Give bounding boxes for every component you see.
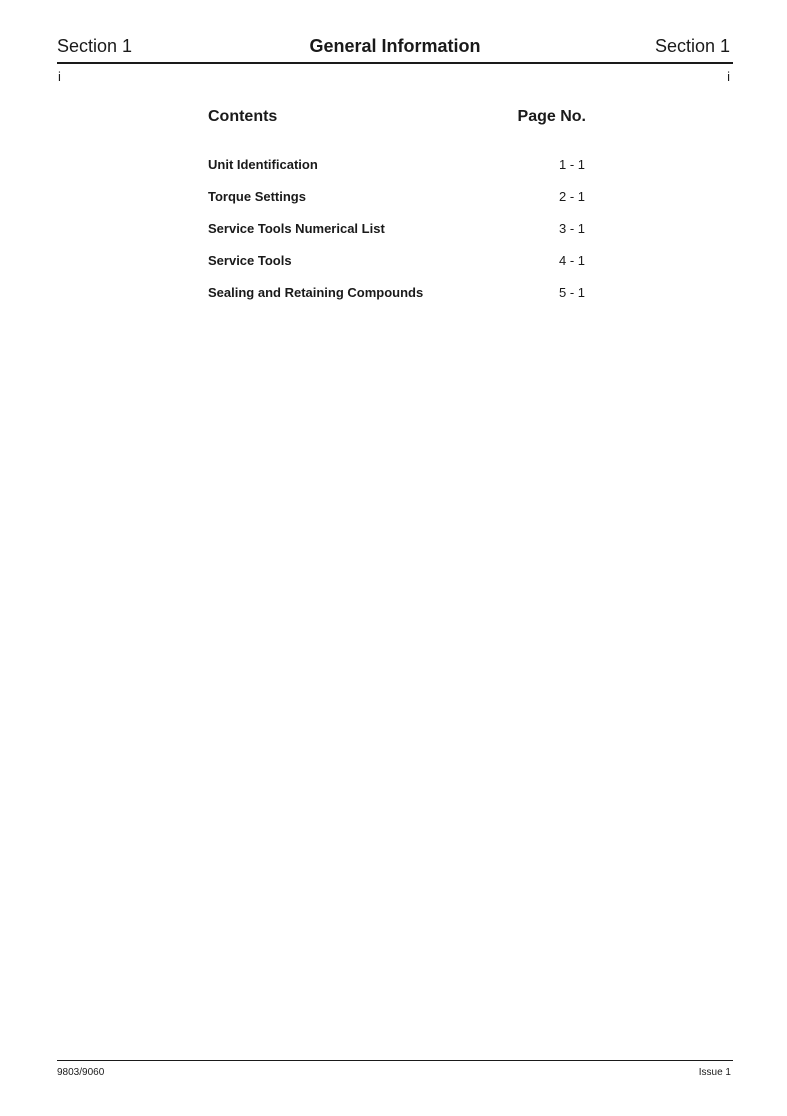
- contents-entry-service-tools-numerical-list[interactable]: [208, 221, 586, 253]
- header-divider: [57, 62, 733, 64]
- contents-entry-label: Service Tools Numerical List: [208, 221, 385, 236]
- contents-heading-row: [208, 108, 586, 128]
- header-section-right: Section 1: [654, 36, 730, 56]
- contents-entry-service-tools[interactable]: [208, 253, 586, 285]
- page-number-left: i: [58, 69, 61, 84]
- contents-entry-label: Unit Identification: [208, 157, 318, 172]
- contents-entry-label: Torque Settings: [208, 189, 306, 204]
- contents-entry-page: 3 - 1: [558, 221, 585, 236]
- page-no-heading: Page No.: [517, 108, 586, 125]
- contents-entry-page: 4 - 1: [558, 253, 585, 268]
- contents-entry-torque-settings[interactable]: [208, 189, 586, 221]
- footer-divider: [57, 1060, 733, 1061]
- contents-table: [208, 108, 586, 317]
- header-title: General Information: [309, 36, 481, 56]
- contents-entry-label: Service Tools: [208, 253, 292, 268]
- contents-entry-unit-identification[interactable]: [208, 157, 586, 189]
- contents-entry-label: Sealing and Retaining Compounds: [208, 285, 424, 300]
- issue-number: Issue 1: [698, 1067, 731, 1078]
- header-section-left: Section 1: [57, 36, 133, 56]
- contents-list: [208, 157, 586, 317]
- contents-entry-page: 1 - 1: [558, 157, 585, 172]
- contents-entry-page: 5 - 1: [558, 285, 585, 300]
- page-number-right: i: [727, 69, 730, 84]
- page-header: [57, 36, 733, 60]
- contents-entry-sealing-and-retaining-compounds[interactable]: [208, 285, 586, 317]
- contents-heading: Contents: [208, 108, 278, 125]
- document-number: 9803/9060: [57, 1067, 105, 1078]
- contents-entry-page: 2 - 1: [558, 189, 585, 204]
